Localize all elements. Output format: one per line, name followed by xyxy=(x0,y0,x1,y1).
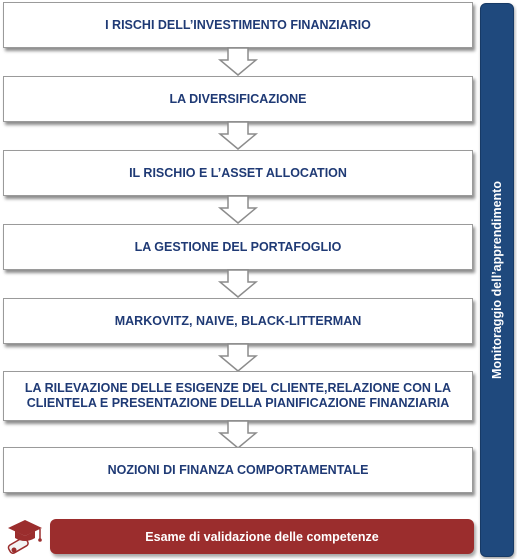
graduation-cap-diploma-icon xyxy=(6,517,44,557)
step-3: IL RISCHIO E L’ASSET ALLOCATION xyxy=(3,150,473,196)
step-7: NOZIONI DI FINANZA COMPORTAMENTALE xyxy=(3,447,473,493)
exam-banner xyxy=(50,519,474,554)
sidebar-label: Monitoraggio dell’apprendimento xyxy=(490,181,504,379)
arrow-connector-1 xyxy=(218,48,258,76)
arrow-connector-2 xyxy=(218,122,258,150)
arrow-connector-5 xyxy=(218,344,258,372)
exam-label: Esame di validazione delle competenze xyxy=(145,529,379,544)
step-2: LA DIVERSIFICAZIONE xyxy=(3,76,473,122)
step-6: LA RILEVAZIONE DELLE ESIGENZE DEL CLIENTE,RELAZIONE CON LA CLIENTELA E PRESENTAZIONE DELLA PIANIFICAZIONE FINANZIARIA xyxy=(3,371,473,421)
step-4: LA GESTIONE DEL PORTAFOGLIO xyxy=(3,224,473,270)
learning-monitoring-bar xyxy=(480,3,514,557)
step-5: MARKOVITZ, NAIVE, BLACK-LITTERMAN xyxy=(3,298,473,344)
arrow-connector-4 xyxy=(218,270,258,298)
arrow-connector-6 xyxy=(218,421,258,449)
step-1: I RISCHI DELL’INVESTIMENTO FINANZIARIO xyxy=(3,2,473,48)
arrow-connector-3 xyxy=(218,196,258,224)
